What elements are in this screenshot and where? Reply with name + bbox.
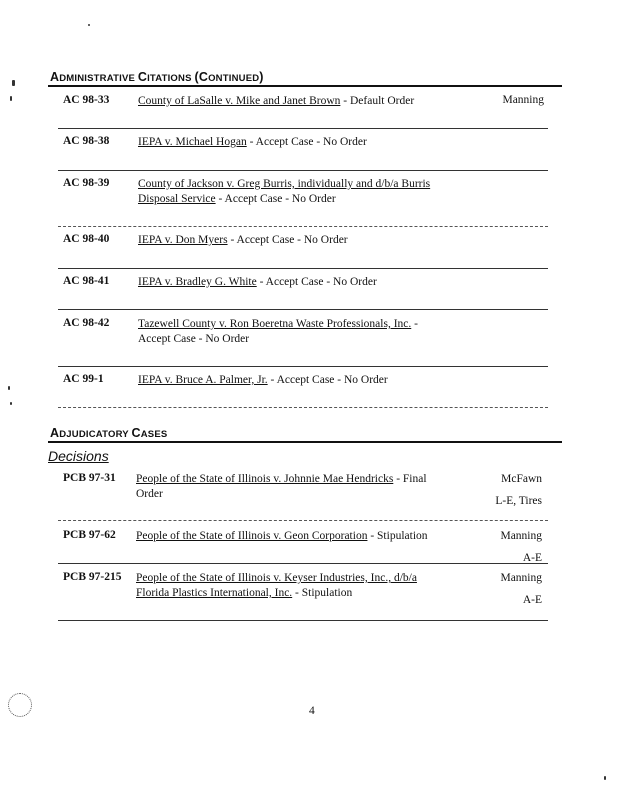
scan-speck — [12, 80, 15, 86]
case-title: People of the State of Illinois v. Johnnie Mae Hendricks - Final Order — [136, 473, 427, 500]
case-title: County of LaSalle v. Mike and Janet Brown - Default Order — [138, 95, 415, 107]
hole-punch-mark — [8, 693, 32, 717]
case-title: IEPA v. Don Myers - Accept Case - No Order — [138, 234, 348, 246]
case-type-tag: L-E, Tires — [495, 495, 542, 507]
row-divider — [58, 366, 548, 367]
row-divider — [58, 407, 548, 408]
case-title: IEPA v. Bruce A. Palmer, Jr. - Accept Case - No Order — [138, 374, 388, 386]
row-divider — [58, 268, 548, 269]
row-divider — [58, 226, 548, 227]
case-title: People of the State of Illinois v. Keyser Industries, Inc., d/b/a Florida Plastics International, Inc. - Stipulation — [136, 572, 417, 599]
case-number: AC 98-39 — [63, 177, 110, 189]
administrative-citations-heading: ADMINISTRATIVE CITATIONS (CONTINUED) — [50, 70, 264, 84]
scan-speck — [10, 96, 12, 101]
case-title: IEPA v. Michael Hogan - Accept Case - No Order — [138, 136, 367, 148]
case-number: AC 98-42 — [63, 317, 110, 329]
case-type-tag: A-E — [522, 552, 542, 564]
scan-speck — [88, 24, 90, 26]
row-divider — [58, 128, 548, 129]
scan-speck — [8, 386, 10, 390]
hearing-officer: McFawn L-E, Tires — [495, 473, 542, 507]
case-number: AC 98-41 — [63, 275, 110, 287]
row-divider — [58, 620, 548, 621]
section-rule — [48, 85, 562, 87]
case-number: PCB 97-31 — [63, 472, 116, 484]
case-number: AC 98-40 — [63, 233, 110, 245]
row-divider — [58, 170, 548, 171]
scan-speck — [604, 776, 606, 780]
adjudicatory-cases-heading: ADJUDICATORY CASES — [50, 426, 168, 440]
case-type-tag: A-E — [522, 594, 542, 606]
row-divider — [58, 563, 548, 564]
case-title: IEPA v. Bradley G. White - Accept Case - No Order — [138, 276, 377, 288]
hearing-officer: Manning — [502, 94, 544, 106]
case-title: Tazewell County v. Ron Boeretna Waste Professionals, Inc. - Accept Case - No Order — [138, 318, 418, 345]
case-number: AC 98-38 — [63, 135, 110, 147]
case-number: PCB 97-215 — [63, 571, 122, 583]
row-divider — [58, 309, 548, 310]
hearing-officer: Manning A-E — [500, 530, 542, 564]
case-title: County of Jackson v. Greg Burris, individually and d/b/a Burris Disposal Service - Accept Case - No Order — [138, 178, 431, 205]
row-divider — [58, 520, 548, 521]
case-number: AC 98-33 — [63, 94, 110, 106]
section-rule — [48, 441, 562, 443]
hearing-officer: Manning A-E — [500, 572, 542, 606]
case-title: People of the State of Illinois v. Geon Corporation - Stipulation — [136, 530, 428, 542]
decisions-subheading: Decisions — [48, 448, 109, 464]
case-number: AC 99-1 — [63, 373, 104, 385]
case-number: PCB 97-62 — [63, 529, 116, 541]
scan-speck — [10, 402, 12, 405]
page-number: 4 — [309, 705, 315, 717]
